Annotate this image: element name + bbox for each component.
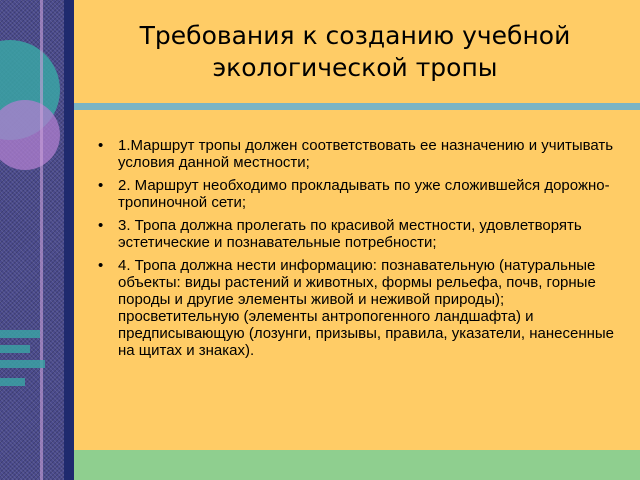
decorative-stripe <box>0 345 30 353</box>
decorative-stripe <box>0 378 25 386</box>
list-item <box>96 257 628 359</box>
list-item <box>96 217 628 251</box>
title-divider <box>74 103 640 110</box>
decorative-stripe <box>0 360 45 368</box>
bullet-icon: • <box>98 177 104 194</box>
decorative-stripe <box>0 330 40 338</box>
list-item-text: 3. Тропа должна пролегать по красивой местности, удовлетворять эстетические и познавательные потребности; <box>118 217 582 251</box>
title-line-2: экологической тропы <box>212 53 498 82</box>
list-item-text: 1.Маршрут тропы должен соответствовать ее назначению и учитывать условия данной местности; <box>118 137 614 171</box>
list-item-text: 4. Тропа должна нести информацию: познавательную (натуральные объекты: виды растений и животных, формы рельефа, почв, горные породы и другие элементы живой и неживой природы); просветительную (элементы антропогенного ландшафта) и предписывающую (лозунги, призывы, правила, указатели, нанесенные на щитах и знаках). <box>118 257 615 359</box>
bottom-bar <box>74 450 640 480</box>
list-item <box>96 137 628 171</box>
bullet-icon: • <box>98 137 104 154</box>
decorative-edge <box>64 0 74 480</box>
requirements-list <box>96 137 628 365</box>
bullet-icon: • <box>98 257 104 274</box>
decorative-side-panel <box>0 0 74 480</box>
slide-title <box>90 20 620 84</box>
title-line-1: Требования к созданию учебной <box>139 21 571 50</box>
bullet-icon: • <box>98 217 104 234</box>
list-item <box>96 177 628 211</box>
list-item-text: 2. Маршрут необходимо прокладывать по уже сложившейся дорожно-тропиночной сети; <box>118 177 610 211</box>
decorative-line <box>40 0 43 480</box>
